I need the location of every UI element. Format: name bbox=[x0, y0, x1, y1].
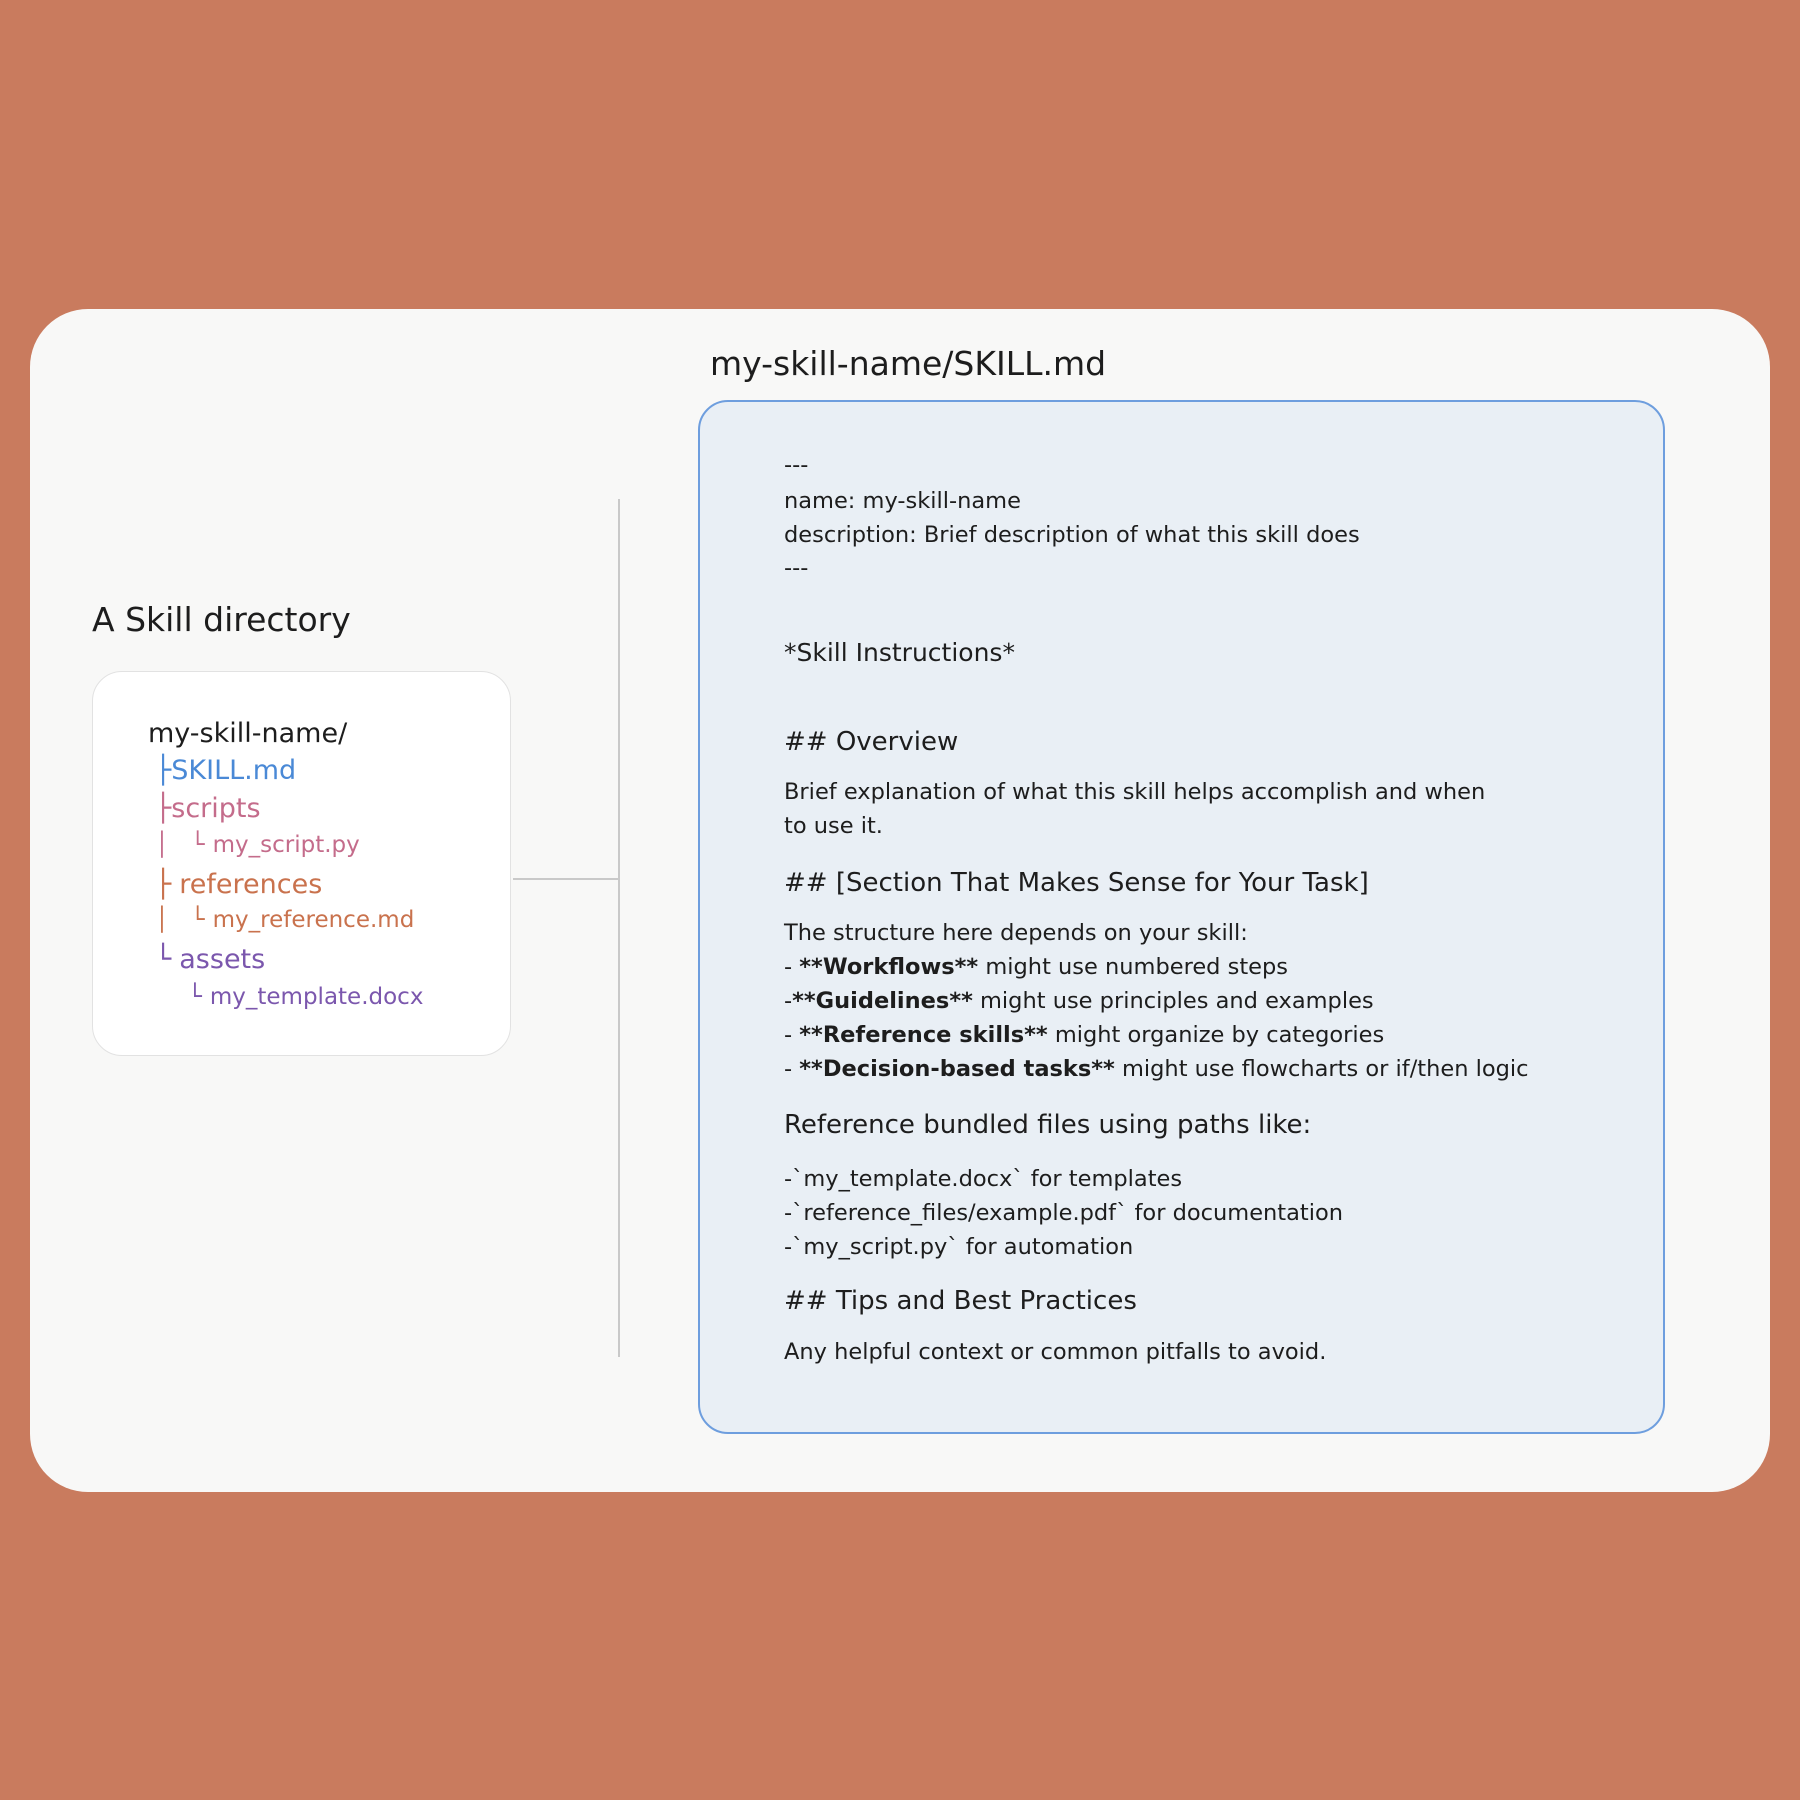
bullet-rest: might organize by categories bbox=[1047, 1022, 1385, 1048]
overview-heading: ## Overview bbox=[784, 727, 959, 757]
tree-item-my-script bbox=[155, 832, 360, 858]
connector-horizontal bbox=[513, 878, 619, 880]
bullet-dash: - bbox=[784, 1056, 800, 1082]
section-bullet bbox=[784, 1022, 1384, 1048]
section-bullet bbox=[784, 988, 1374, 1014]
tree-item-assets bbox=[155, 944, 265, 975]
tips-text: Any helpful context or common pitfalls to avoid. bbox=[784, 1339, 1327, 1365]
tree-item-label: references bbox=[179, 869, 323, 900]
bullet-dash: - bbox=[784, 988, 793, 1014]
skill-file-title: my-skill-name/SKILL.md bbox=[710, 344, 1107, 383]
tree-branch-glyph: ├ bbox=[155, 755, 172, 786]
tree-branch-glyph: ├ bbox=[155, 793, 172, 824]
section-heading: ## [Section That Makes Sense for Your Task] bbox=[784, 868, 1369, 898]
bullet-bold: **Guidelines** bbox=[792, 988, 973, 1014]
tree-item-label: my_reference.md bbox=[212, 907, 415, 933]
skill-md-document bbox=[698, 400, 1665, 1434]
bullet-rest: might use principles and examples bbox=[972, 988, 1374, 1014]
tips-heading: ## Tips and Best Practices bbox=[784, 1286, 1137, 1316]
section-intro: The structure here depends on your skill: bbox=[784, 920, 1248, 946]
bullet-rest: might use numbered steps bbox=[978, 954, 1289, 980]
tree-item-label: my_template.docx bbox=[209, 984, 424, 1010]
frontmatter-description: description: Brief description of what this skill does bbox=[784, 522, 1360, 548]
tree-item-scripts bbox=[155, 793, 261, 824]
overview-text-line-2: to use it. bbox=[784, 813, 883, 839]
frontmatter-name: name: my-skill-name bbox=[784, 488, 1021, 514]
reference-line: -`reference_files/example.pdf` for documentation bbox=[784, 1200, 1344, 1226]
overview-text-line-1: Brief explanation of what this skill helps accomplish and when bbox=[784, 779, 1486, 805]
bullet-rest: might use flowcharts or if/then logic bbox=[1114, 1056, 1529, 1082]
tree-branch-glyph: │ └ bbox=[155, 907, 205, 933]
tree-item-label: scripts bbox=[171, 793, 261, 824]
tree-branch-glyph: └ bbox=[188, 984, 202, 1010]
bullet-dash: - bbox=[784, 1022, 800, 1048]
tree-branch-glyph: └ bbox=[155, 944, 172, 975]
connector-vertical bbox=[618, 499, 620, 1357]
tree-root: my-skill-name/ bbox=[148, 718, 348, 749]
tree-item-my-template bbox=[188, 984, 423, 1010]
bullet-bold: **Workflows** bbox=[799, 954, 979, 980]
bullet-bold: **Decision-based tasks** bbox=[799, 1056, 1115, 1082]
instructions-heading: *Skill Instructions* bbox=[784, 638, 1015, 667]
section-bullet bbox=[784, 1056, 1529, 1082]
bullet-dash: - bbox=[784, 954, 800, 980]
reference-heading: Reference bundled files using paths like: bbox=[784, 1110, 1312, 1140]
tree-branch-glyph: ├ bbox=[155, 869, 172, 900]
tree-branch-glyph: │ └ bbox=[155, 832, 205, 858]
tree-item-skill-md bbox=[155, 755, 296, 786]
tree-item-my-reference bbox=[155, 907, 414, 933]
skill-directory-title: A Skill directory bbox=[92, 600, 351, 639]
frontmatter-close: --- bbox=[784, 555, 809, 581]
reference-line: -`my_script.py` for automation bbox=[784, 1234, 1134, 1260]
tree-item-label: my_script.py bbox=[212, 832, 360, 858]
tree-item-references bbox=[155, 869, 322, 900]
bullet-bold: **Reference skills** bbox=[799, 1022, 1048, 1048]
section-bullet bbox=[784, 954, 1288, 980]
reference-line: -`my_template.docx` for templates bbox=[784, 1166, 1183, 1192]
tree-item-label: assets bbox=[179, 944, 266, 975]
frontmatter-open: --- bbox=[784, 452, 809, 478]
tree-item-label: SKILL.md bbox=[171, 755, 297, 786]
directory-tree bbox=[92, 671, 511, 1056]
